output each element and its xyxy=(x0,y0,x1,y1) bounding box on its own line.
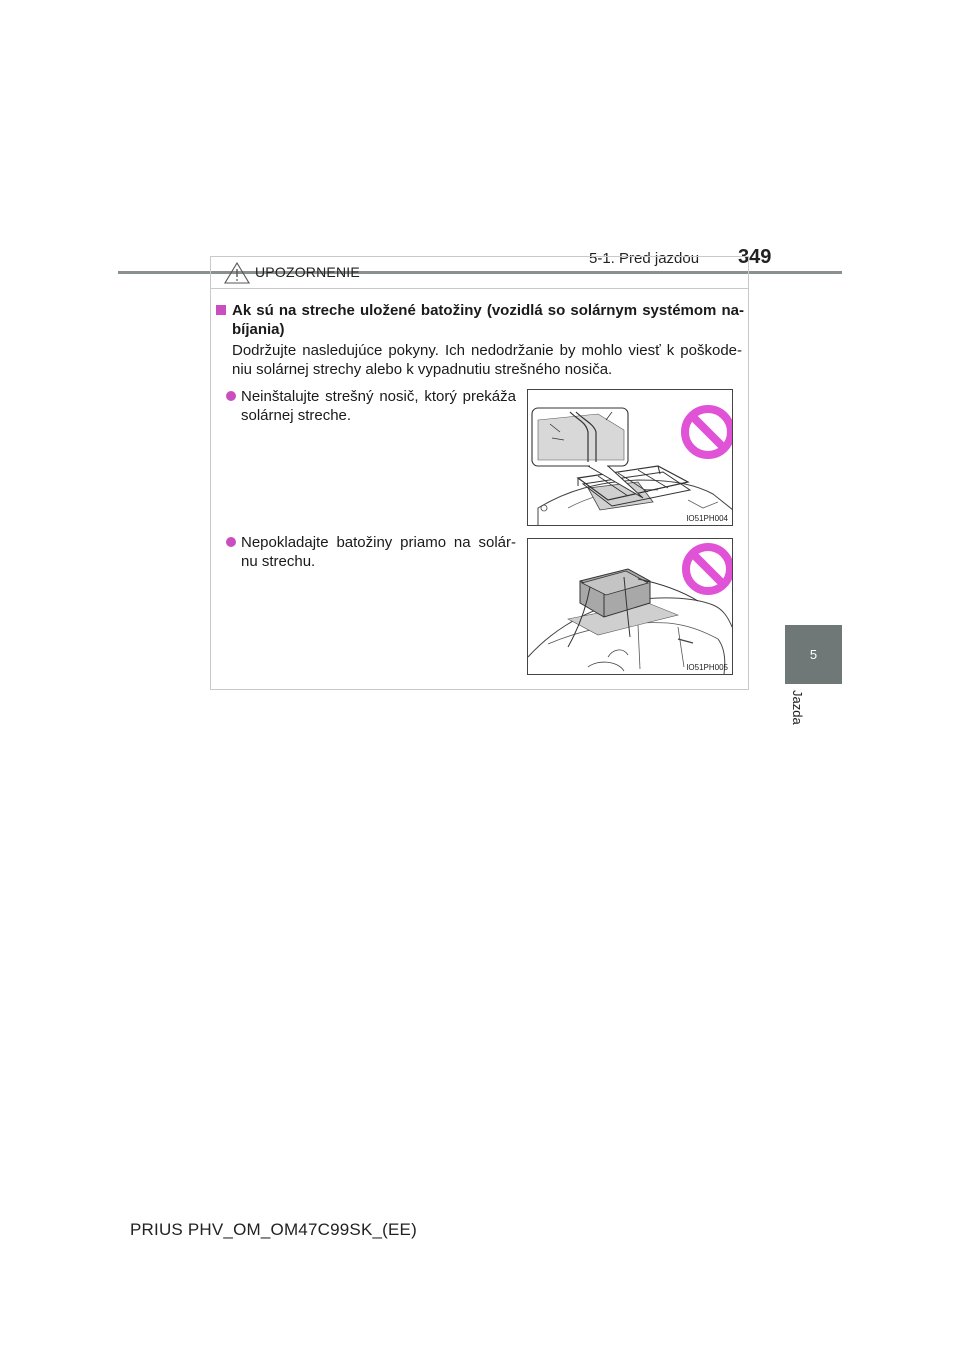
list-item-text: Nepokladajte batožiny priamo na solár-nu strechu. xyxy=(241,534,516,570)
roof-luggage-illustration xyxy=(528,539,733,675)
chapter-label: Jazda xyxy=(790,690,805,725)
document-code: PRIUS PHV_OM_OM47C99SK_(EE) xyxy=(130,1220,417,1239)
chapter-tab xyxy=(785,625,842,684)
square-bullet-icon xyxy=(216,305,226,315)
figure-code: IO51PH005 xyxy=(686,663,728,672)
list-item xyxy=(225,533,516,571)
instruction-paragraph: Dodržujte nasledujúce pokyny. Ich nedodržanie by mohlo viesť k poškode-niu solárnej strechy alebo k vypadnutiu strešného nosiča. xyxy=(232,342,742,378)
list-item-text: Neinštalujte strešný nosič, ktorý prekáža solárnej streche. xyxy=(241,388,516,424)
warning-header xyxy=(211,257,748,289)
page-number: 349 xyxy=(738,246,772,268)
section-heading-text: Ak sú na streche uložené batožiny (vozidlá so solárnym systémom na-bíjania) xyxy=(232,302,744,338)
round-bullet-icon xyxy=(226,537,236,547)
figure-code: IO51PH004 xyxy=(686,514,728,523)
round-bullet-icon xyxy=(226,391,236,401)
warning-box xyxy=(210,256,749,690)
figure-roof-luggage xyxy=(527,538,733,675)
header-section-title: 5-1. Pred jazdou xyxy=(589,250,700,267)
warning-triangle-icon xyxy=(224,262,250,284)
section-heading xyxy=(216,301,744,339)
chapter-number: 5 xyxy=(809,647,818,662)
figure-roof-rack xyxy=(527,389,733,526)
warning-title: UPOZORNENIE xyxy=(255,264,360,280)
roof-rack-illustration xyxy=(528,390,733,526)
list-item xyxy=(225,387,516,425)
